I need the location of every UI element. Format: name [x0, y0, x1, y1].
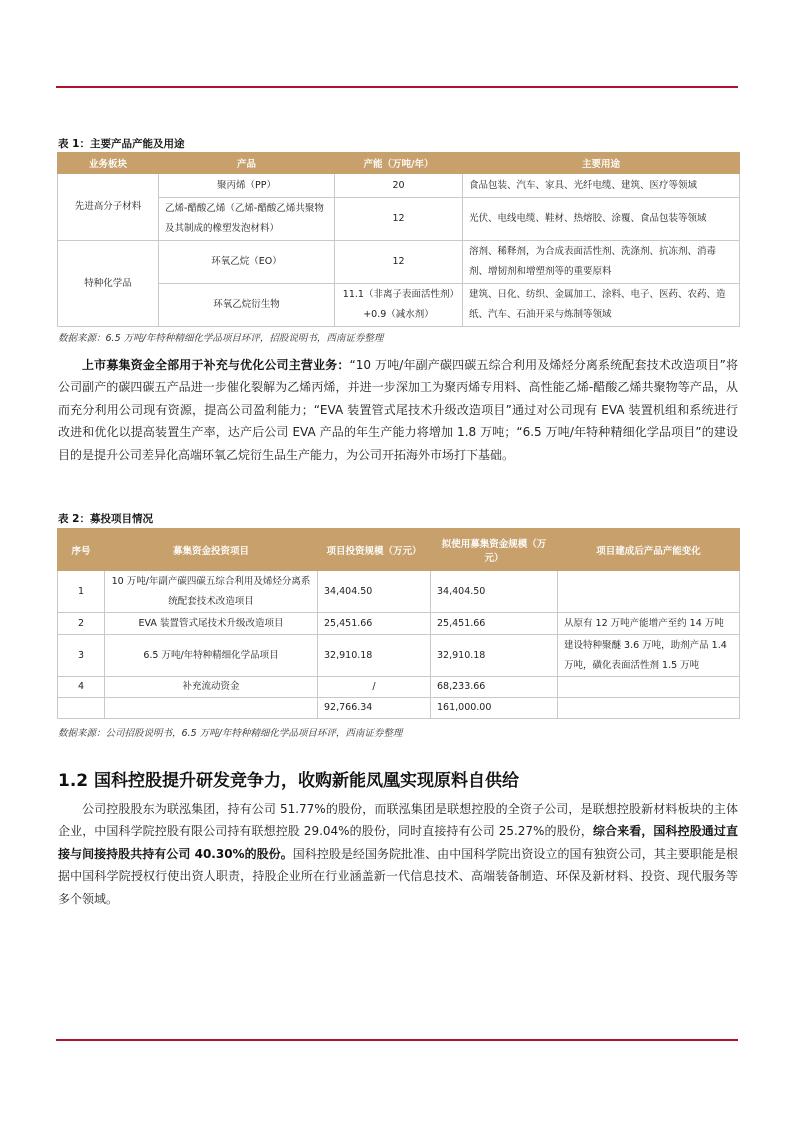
th-invest: 项目投资规模（万元） — [318, 529, 431, 571]
product-cell: 环氧乙烷衍生物 — [159, 284, 335, 327]
no-cell: 4 — [58, 677, 105, 698]
use-cell: 建筑、日化、纺织、金属加工、涂料、电子、医药、农药、造纸、汽车、石油开采与炼制等领域 — [463, 284, 740, 327]
th-project: 募集资金投资项目 — [105, 529, 318, 571]
th-raise: 拟使用募集资金规模（万元） — [431, 529, 558, 571]
no-cell: 2 — [58, 613, 105, 635]
use-cell: 食品包装、汽车、家具、光纤电缆、建筑、医疗等领域 — [463, 174, 740, 198]
no-cell: 1 — [58, 571, 105, 613]
raise-cell: 32,910.18 — [431, 635, 558, 677]
invest-total-cell: 92,766.34 — [318, 698, 431, 719]
no-cell: 3 — [58, 635, 105, 677]
no-cell — [58, 698, 105, 719]
invest-cell: 34,404.50 — [318, 571, 431, 613]
change-cell — [558, 698, 740, 719]
project-cell: EVA 装置管式尾技术升级改造项目 — [105, 613, 318, 635]
change-cell — [558, 677, 740, 698]
table1-source: 数据来源：6.5 万吨/年特种精细化学品项目环评，招股说明书，西南证券整理 — [58, 333, 384, 344]
use-cell: 溶剂、稀释剂，为合成表面活性剂、洗涤剂、抗冻剂、消毒剂、增韧剂和增塑剂等的重要原料 — [463, 241, 740, 284]
footer-rule — [56, 1039, 738, 1041]
segment-cell: 特种化学品 — [58, 241, 159, 327]
project-cell: 6.5 万吨/年特种精细化学品项目 — [105, 635, 318, 677]
th-no: 序号 — [58, 529, 105, 571]
project-cell: 10 万吨/年副产碳四碳五综合利用及烯烃分离系统配套技术改造项目 — [105, 571, 318, 613]
capacity-cell: 11.1（非离子表面活性剂）+0.9（减水剂） — [335, 284, 463, 327]
change-cell: 建设特种聚醚 3.6 万吨，助剂产品 1.4 万吨，磺化表面活性剂 1.5 万吨 — [558, 635, 740, 677]
change-cell — [558, 571, 740, 613]
paragraph-fundraising — [58, 354, 738, 466]
projects-table — [57, 528, 740, 719]
segment-cell: 先进高分子材料 — [58, 174, 159, 241]
table2-caption: 表 2：募投项目情况 — [58, 513, 153, 525]
raise-total-cell: 161,000.00 — [431, 698, 558, 719]
capacity-table — [57, 152, 740, 327]
project-cell — [105, 698, 318, 719]
header-rule — [56, 86, 738, 88]
th-use: 主要用途 — [463, 153, 740, 174]
use-cell: 光伏、电线电缆、鞋材、热熔胶、涂覆、食品包装等领域 — [463, 198, 740, 241]
capacity-cell: 12 — [335, 241, 463, 284]
paragraph-shareholding — [58, 798, 738, 910]
capacity-cell: 20 — [335, 174, 463, 198]
raise-cell: 25,451.66 — [431, 613, 558, 635]
invest-cell: 32,910.18 — [318, 635, 431, 677]
para2-text-a: 公司控股股东为联泓集团，持有公司 51.77%的股份，而联泓集团是联想控股的全资子公司，是联想控股新材料板块的主体企业，中国科学院控股有限公司持有联想控股 29.04%的股份，同时直接持有公司 25.27%的股份， — [58, 802, 738, 839]
th-product: 产品 — [159, 153, 335, 174]
th-capacity: 产能（万吨/年） — [335, 153, 463, 174]
capacity-cell: 12 — [335, 198, 463, 241]
para2-text-b: 国科控股是经国务院批准、由中国科学院出资设立的国有独资公司，其主要职能是根据中国科学院授权行使出资人职责，持股企业所在行业涵盖新一代信息技术、高端装备制造、环保及新材料、投资、现代服务等多个领域。 — [58, 846, 738, 906]
raise-cell: 34,404.50 — [431, 571, 558, 613]
invest-cell: 25,451.66 — [318, 613, 431, 635]
project-cell: 补充流动资金 — [105, 677, 318, 698]
change-cell: 从原有 12 万吨产能增产至约 14 万吨 — [558, 613, 740, 635]
table2-source: 数据来源：公司招股说明书，6.5 万吨/年特种精细化学品项目环评，西南证券整理 — [58, 728, 403, 739]
para2-highlight: 综合来看，国科控股通过直接与间接持股共持有公司 40.30%的股份。 — [58, 824, 738, 861]
invest-cell: / — [318, 677, 431, 698]
para1-lead: 上市募集资金全部用于补充与优化公司主营业务： — [82, 358, 350, 372]
th-segment: 业务板块 — [58, 153, 159, 174]
product-cell: 环氧乙烷（EO） — [159, 241, 335, 284]
para1-text: “10 万吨/年副产碳四碳五综合利用及烯烃分离系统配套技术改造项目”将公司副产的碳四碳五产品进一步催化裂解为乙烯丙烯，并进一步深加工为聚丙烯专用料、高性能乙烯-醋酸乙烯共聚物等产品，从而充分利用公司现有资源，提高公司盈利能力；“EVA 装置管式尾技术升级改造项目”通过对公司现有 EVA 装置机组和系统进行改进和优化以提高装置生产率，达产后公司 EVA 产品的年生产能力将增加 1.8 万吨；“6.5 万吨/年特种精细化学品项目”的建设目的是提升公司差异化高端环氧乙烷衍生品生产能力，为公司开拓海外市场打下基础。 — [58, 358, 738, 462]
product-cell: 乙烯-醋酸乙烯（乙烯-醋酸乙烯共聚物及其制成的橡塑发泡材料） — [159, 198, 335, 241]
section-heading: 1.2 国科控股提升研发竞争力，收购新能凤凰实现原料自供给 — [58, 771, 520, 791]
product-cell: 聚丙烯（PP） — [159, 174, 335, 198]
raise-cell: 68,233.66 — [431, 677, 558, 698]
th-change: 项目建成后产品产能变化 — [558, 529, 740, 571]
table1-caption: 表 1：主要产品产能及用途 — [58, 138, 185, 150]
